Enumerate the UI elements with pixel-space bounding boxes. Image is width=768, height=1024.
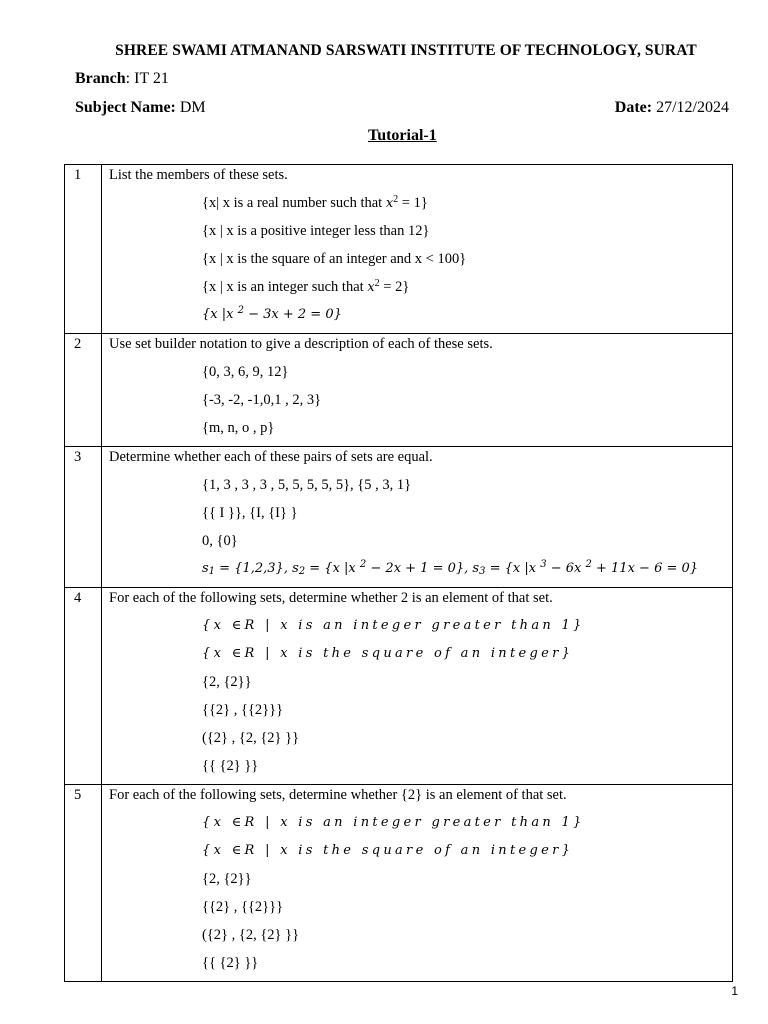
question-prompt: For each of the following sets, determine whether {2} is an element of that set. — [109, 787, 567, 803]
set-item: {{ {2} }} — [202, 758, 259, 774]
subject-value: DM — [175, 99, 206, 116]
set-item: {x | x is an integer such that $x^2 = 2$} — [202, 278, 410, 295]
branch-line — [75, 70, 169, 88]
question-number: 4 — [74, 590, 82, 606]
date-line — [615, 99, 729, 117]
question-prompt: For each of the following sets, determine whether 2 is an element of that set. — [109, 590, 553, 606]
question-row-1 — [65, 165, 733, 334]
date-value: 27/12/2024 — [652, 99, 729, 116]
set-item: {-3, -2, -1,0,1 , 2, 3} — [202, 392, 322, 408]
set-item: ({2} , {2, {2} }} — [202, 927, 300, 943]
set-item: {x | x is a positive integer less than 12} — [202, 223, 430, 239]
set-item: {x ∈R | x is an integer greater than 1} — [202, 815, 585, 830]
question-row-2 — [65, 334, 733, 447]
set-item: {{ {2} }} — [202, 955, 259, 971]
set-item: {x ∈R | x is the square of an integer} — [202, 646, 574, 661]
date-label: Date: — [614, 99, 653, 116]
set-item: {{ I }}, {I, {I} } — [202, 505, 298, 521]
set-item: {{2} , {{2}}} — [202, 899, 284, 915]
question-number: 3 — [74, 449, 82, 465]
question-prompt: Determine whether each of these pairs of sets are equal. — [109, 449, 433, 465]
set-item: {x ∈R | x is an integer greater than 1} — [202, 618, 585, 633]
question-row-5 — [65, 785, 733, 982]
set-item: {x| x is a real number such that $x^2 = 1$} — [202, 194, 428, 211]
question-row-4 — [65, 588, 733, 785]
subject-label: Subject Name: — [75, 99, 176, 116]
set-item: ({2} , {2, {2} }} — [202, 730, 300, 746]
set-item: {{2} , {{2}}} — [202, 702, 284, 718]
set-item: {2, {2}} — [202, 674, 252, 690]
question-row-3 — [65, 447, 733, 588]
question-prompt: Use set builder notation to give a description of each of these sets. — [109, 336, 493, 352]
set-item: {x |x $^2$ − 3x + 2 = 0} — [202, 305, 342, 322]
question-number: 5 — [74, 787, 82, 803]
questions-table — [64, 164, 733, 982]
set-item: {x ∈R | x is the square of an integer} — [202, 843, 574, 858]
question-prompt: List the members of these sets. — [109, 167, 288, 183]
set-item: {1, 3 , 3 , 3 , 5, 5, 5, 5, 5}, {5 , 3, 1} — [202, 477, 412, 493]
subject-line — [75, 99, 206, 117]
set-item: $s_1 = \{1,2,3\}$, $s_2 = \{x$ |x $^2$ − 2x + 1 = 0}, $s_3 = \{x$ |x $^3$ − 6x $^2$ + 11x − 6 = 0} — [202, 559, 699, 577]
set-item: {m, n, o , p} — [202, 420, 275, 436]
set-item: {2, {2}} — [202, 871, 252, 887]
set-item: {0, 3, 6, 9, 12} — [202, 364, 289, 380]
tutorial-title: Tutorial-1 — [368, 127, 437, 144]
question-number: 1 — [74, 167, 82, 183]
set-item: {x | x is the square of an integer and x < 100} — [202, 251, 467, 267]
page-number: 1 — [731, 984, 738, 998]
question-number: 2 — [74, 336, 82, 352]
institute-title: SHREE SWAMI ATMANAND SARSWATI INSTITUTE OF TECHNOLOGY, SURAT — [115, 42, 697, 59]
branch-label: Branch — [75, 70, 126, 87]
branch-value: : IT 21 — [125, 70, 169, 87]
set-item: 0, {0} — [202, 533, 238, 549]
